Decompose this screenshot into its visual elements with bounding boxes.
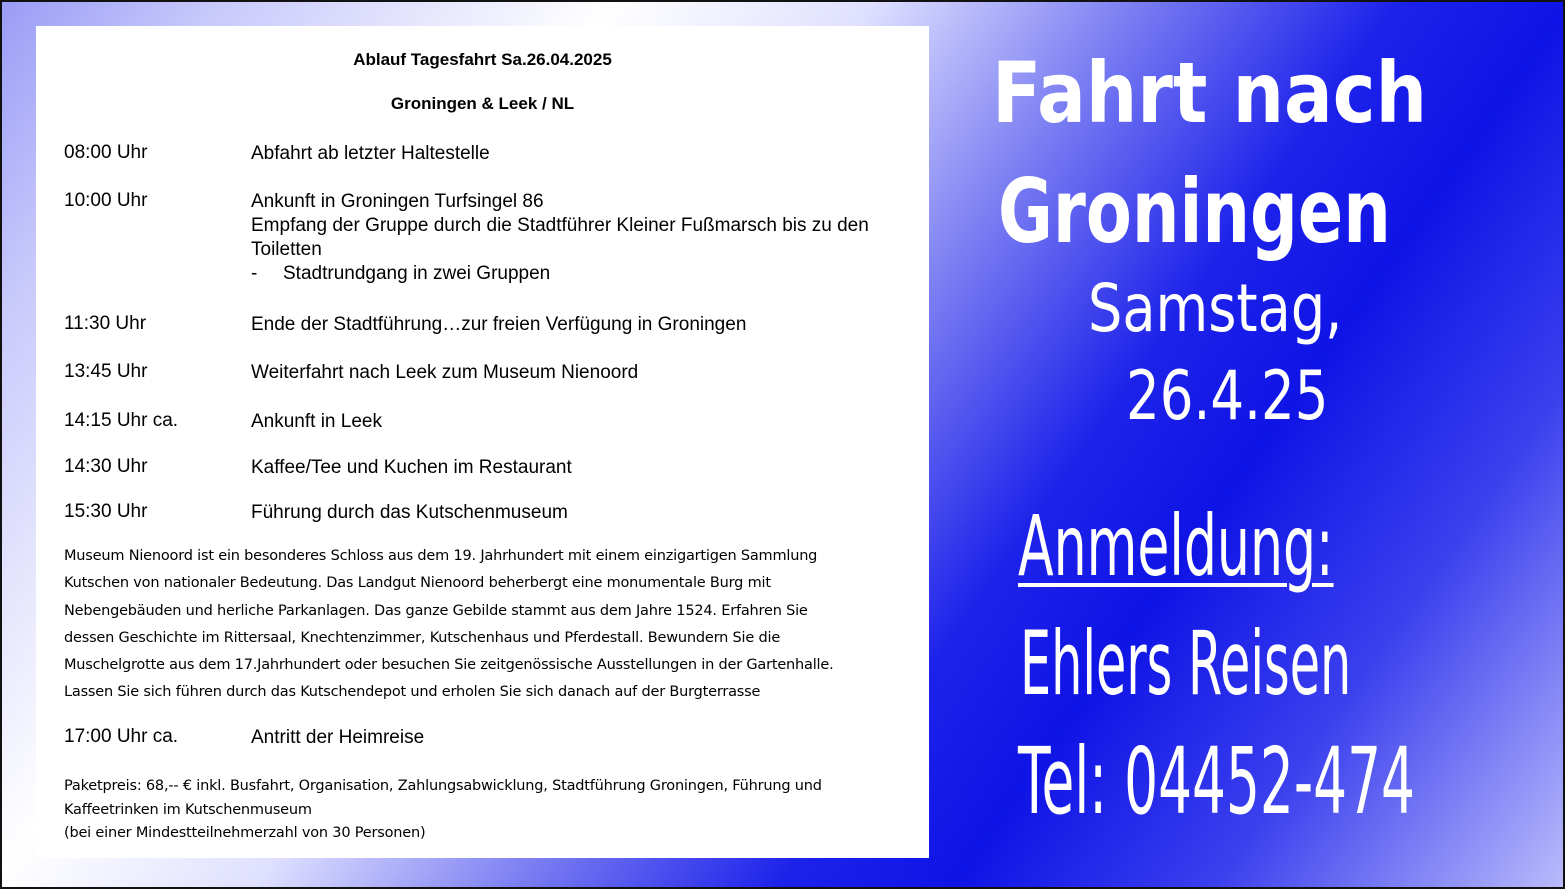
headline-line-1: Fahrt nach (992, 44, 1428, 142)
registration-label: Anmeldung: (1018, 497, 1334, 595)
schedule-text-block (251, 190, 911, 286)
headline-line-2: Groningen (998, 160, 1391, 263)
museum-line: Museum Nienoord ist ein besonderes Schloss aus dem 19. Jahrhundert mit einem einzigartigen Sammlung (64, 548, 818, 564)
schedule-time: 08:00 Uhr (64, 142, 148, 163)
museum-line: Kutschen von nationaler Bedeutung. Das Landgut Nienoord beherbergt eine monumentale Burg mit (64, 575, 771, 592)
schedule-time: 15:30 Uhr (64, 501, 148, 522)
schedule-time: 17:00 Uhr ca. (64, 726, 179, 747)
museum-line: Muschelgrotte aus dem 17.Jahrhundert oder besuchen Sie zeitgenössische Ausstellungen in der Gartenhalle. (64, 657, 834, 674)
date-line-1: Samstag, (1088, 270, 1343, 347)
schedule-subtitle: Groningen & Leek / NL (390, 94, 575, 113)
schedule-time: 10:00 Uhr (64, 190, 148, 211)
museum-line: dessen Geschichte im Rittersaal, Knechtenzimmer, Kutschenhaus und Pferdestall. Bewundern Sie die (64, 629, 781, 646)
company-name: Ehlers Reisen (1020, 612, 1352, 715)
museum-description (64, 543, 924, 707)
museum-line: Lassen Sie sich führen durch das Kutschendepot und erholen Sie sich danach auf der Burgterrasse (64, 684, 761, 701)
schedule-text: Empfang der Gruppe durch die Stadtführer Kleiner Fußmarsch bis zu den Toiletten (251, 215, 869, 260)
schedule-text: Abfahrt ab letzter Haltestelle (251, 143, 490, 164)
schedule-time: 13:45 Uhr (64, 361, 148, 382)
schedule-text: Weiterfahrt nach Leek zum Museum Nienoord (251, 362, 639, 383)
price-line: Paketpreis: 68,-- € inkl. Busfahrt, Organisation, Zahlungsabwicklung, Stadtführung Groningen, Führung und (64, 778, 822, 794)
schedule-text: Kaffee/Tee und Kuchen im Restaurant (251, 457, 572, 478)
schedule-text: Führung durch das Kutschenmuseum (251, 502, 568, 523)
phone-number: Tel: 04452-474 (1018, 728, 1415, 835)
schedule-bullet-text: Stadtrundgang in zwei Gruppen (283, 263, 551, 284)
price-line: Kaffeetrinken im Kutschenmuseum (64, 801, 312, 818)
price-info (64, 775, 924, 846)
schedule-text: Antritt der Heimreise (251, 727, 425, 748)
schedule-text: Ankunft in Groningen Turfsingel 86 (251, 191, 544, 212)
schedule-bullet: - Stadtrundgang in zwei Gruppen (251, 263, 551, 284)
schedule-document (36, 26, 929, 858)
schedule-title: Ablauf Tagesfahrt Sa.26.04.2025 (353, 50, 612, 69)
schedule-time: 11:30 Uhr (64, 313, 147, 334)
schedule-time: 14:15 Uhr ca. (64, 410, 179, 431)
price-line: (bei einer Mindestteilnehmerzahl von 30 Personen) (64, 825, 426, 841)
museum-line: Nebengebäuden und herliche Parkanlagen. Das ganze Gebilde stammt aus dem Jahre 1524. Erfahren Sie (64, 602, 808, 619)
schedule-time: 14:30 Uhr (64, 456, 148, 477)
schedule-text: Ankunft in Leek (251, 411, 382, 432)
schedule-text: Ende der Stadtführung…zur freien Verfügung in Groningen (251, 314, 747, 335)
date-line-2: 26.4.25 (1126, 357, 1329, 436)
